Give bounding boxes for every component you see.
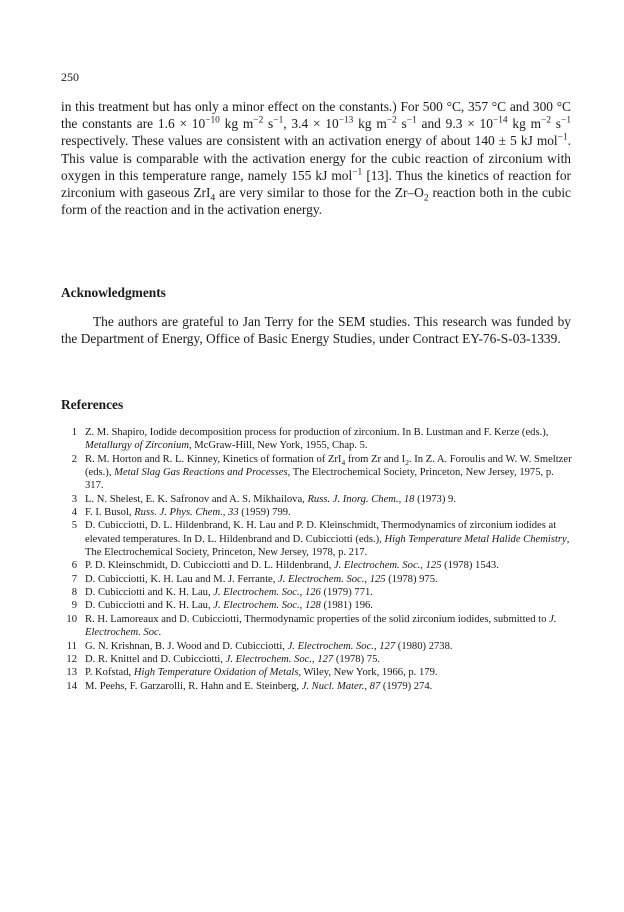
references-heading: References — [61, 397, 124, 412]
reference-item: 14 M. Peehs, F. Garzarolli, R. Hahn and E. Steinberg, J. Nucl. Mater., 87 (1979) 274. — [66, 680, 433, 692]
acknowledgments-text: The authors are grateful to Jan Terry for the SEM studies. This research was funded by the Department of Energy, Office of Basic Energy Studies, under Contract EY-76-S-03-1339. — [61, 314, 571, 347]
reference-list — [61, 426, 573, 693]
reference-item: 8 D. Cubicciotti and K. H. Lau, J. Electrochem. Soc., 126 (1979) 771. — [71, 587, 373, 599]
acknowledgments-heading: Acknowledgments — [61, 285, 166, 300]
body-paragraph: in this treatment but has only a minor effect on the constants.) For 500 °C, 357 °C and 300 °C the constants are $1.6 \times 10^{-10}$ kg $m^{-2}$ $s^{-1}$, $3.4 \times 10^{-13}$ kg $m^{-2}$ $s^{-1}$ and $9.3 \times 10^{-14}$ kg $m^{-2}$ $s^{-1}$ respectively. These values are consistent with an activation energy of about 140 ± 5 kJ mol$^{-1}$. This value is comparable with the activation energy for the cubic reaction of zirconium with oxygen in this temperature range, namely 155 kJ mol$^{-1}$ [13]. Thus the kinetics of reaction for zirconium with gaseous ZrI$_4$ are very similar to those for the $Zr-O_2$ reaction both in the cubic form of the reaction and in the activation energy. — [61, 99, 572, 218]
reference-item: 6 P. D. Kleinschmidt, D. Cubicciotti and D. L. Hildenbrand, J. Electrochem. Soc., 125 (1978) 1543. — [71, 560, 499, 572]
reference-item: 2 R. M. Horton and R. L. Kinney, Kinetics of formation of ZrI$_4$ from Zr and $I_2$. In Z. A. Foroulis and W. W. Smeltzer (eds.), Metal Slag Gas Reactions and Processes, The Electrochemical Society, Princeton, New Jersey, 1975, p. 317. — [71, 453, 572, 492]
reference-item: 10 R. H. Lamoreaux and D. Cubicciotti, Thermodynamic properties of the solid zirconium iodides, submitted to J. Electrochem. Soc. — [66, 613, 557, 639]
page-number: 250 — [61, 70, 79, 84]
reference-item: 13 P. Kofstad, High Temperature Oxidation of Metals, Wiley, New York, 1966, p. 179. — [66, 667, 438, 679]
reference-item: 1 Z. M. Shapiro, Iodide decomposition process for production of zirconium. In B. Lustman and F. Kerze (eds.), Metallurgy of Zirconium, McGraw-Hill, New York, 1955, Chap. 5. — [71, 427, 549, 452]
reference-item: 9 D. Cubicciotti and K. H. Lau, J. Electrochem. Soc., 128 (1981) 196. — [71, 600, 373, 612]
reference-item: 11 G. N. Krishnan, B. J. Wood and D. Cubicciotti, J. Electrochem. Soc., 127 (1980) 2738. — [66, 640, 453, 652]
reference-item: 7 D. Cubicciotti, K. H. Lau and M. J. Ferrante, J. Electrochem. Soc., 125 (1978) 975. — [71, 573, 438, 585]
reference-item: 3 L. N. Shelest, E. K. Safronov and A. S. Mikhailova, Russ. J. Inorg. Chem., 18 (1973) 9. — [71, 493, 456, 505]
reference-item: 12 D. R. Knittel and D. Cubicciotti, J. Electrochem. Soc., 127 (1978) 75. — [66, 653, 381, 665]
reference-item: 5 D. Cubicciotti, D. L. Hildenbrand, K. H. Lau and P. D. Kleinschmidt, Thermodynamics of zirconium iodides at elevated temperatures. In D. L. Hildenbrand and D. Cubicciotti (eds.), High Temperature Metal Halide Chemistry, The Electrochemical Society, Princeton, New Jersey, 1978, p. 217. — [71, 520, 570, 559]
reference-item: 4 F. I. Busol, Russ. J. Phys. Chem., 33 (1959) 799. — [71, 507, 291, 519]
